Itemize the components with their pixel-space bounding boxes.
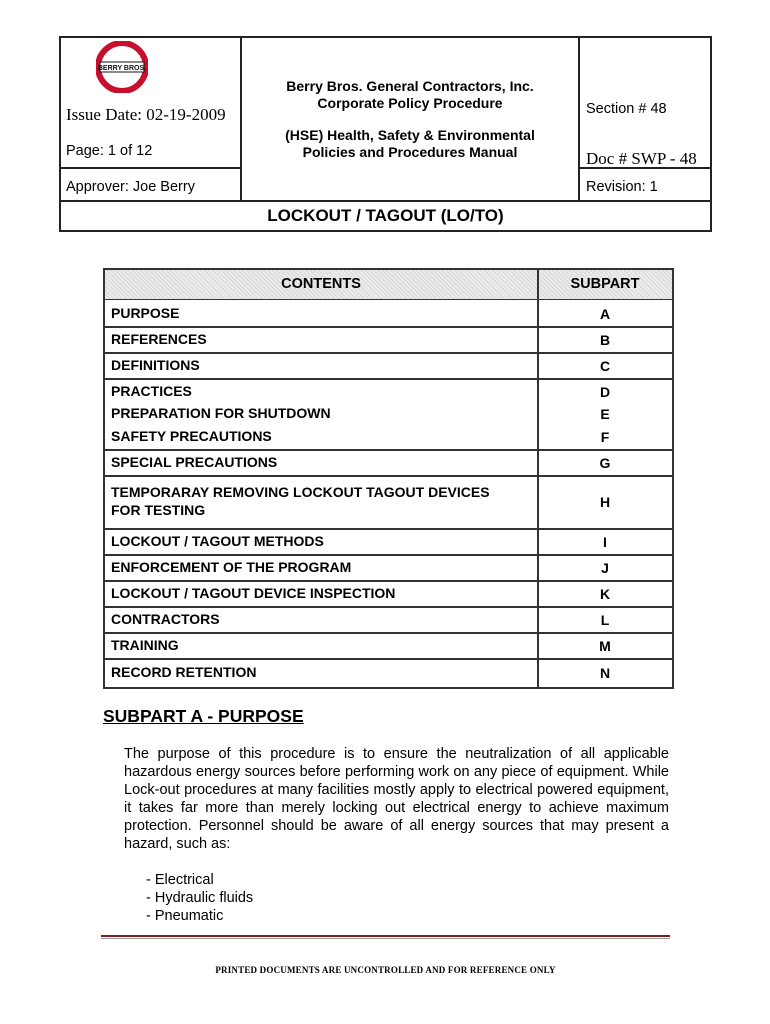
toc-row-preparation: PREPARATION FOR SHUTDOWN — [111, 405, 331, 421]
toc-subpart-c: C — [599, 358, 611, 374]
row-separator — [105, 449, 672, 451]
column-header-contents: CONTENTS — [281, 276, 361, 292]
toc-subpart-h: H — [599, 494, 611, 510]
list-item: - Pneumatic — [146, 908, 224, 924]
row-separator — [105, 580, 672, 582]
energy-source-list — [146, 871, 253, 925]
toc-subpart-i: I — [603, 534, 607, 550]
toc-row-lockout-methods: LOCKOUT / TAGOUT METHODS — [111, 533, 324, 549]
toc-row-definitions: DEFINITIONS — [111, 357, 200, 373]
toc-row-references: REFERENCES — [111, 331, 207, 347]
toc-subpart-l: L — [600, 612, 610, 628]
toc-row-temporary-removing-line1: TEMPORARAY REMOVING LOCKOUT TAGOUT DEVICES — [111, 484, 490, 500]
toc-row-contractors: CONTRACTORS — [111, 611, 220, 627]
row-separator — [105, 378, 672, 380]
header-rule-title — [59, 200, 712, 202]
toc-row-training: TRAINING — [111, 637, 179, 653]
manual-line-1: (HSE) Health, Safety & Environmental — [285, 127, 535, 143]
issue-date: Issue Date: 02-19-2009 — [66, 105, 226, 124]
toc-row-purpose: PURPOSE — [111, 305, 180, 321]
header-rule-left — [59, 167, 240, 169]
footer-rule-shadow — [101, 938, 670, 939]
toc-subpart-a: A — [599, 306, 611, 322]
toc-row-temporary-removing — [111, 483, 531, 519]
company-logo — [96, 41, 148, 93]
approver: Approver: Joe Berry — [66, 179, 195, 195]
manual-block — [242, 127, 578, 161]
purpose-paragraph: The purpose of this procedure is to ensure the neutralization of all applicable hazardous energy sources before performing work on any piece of equipment. While Lock-out procedures at many facilities mostly apply to electrical powered equipment, it takes far more than merely locking out electrical energy to achieve maximum protection. Personnel should be aware of all energy sources that may present a hazard, such as: — [124, 746, 669, 852]
header-divider-right — [578, 36, 580, 201]
logo-text: BERRY BROS. — [97, 65, 147, 72]
list-item: - Electrical — [146, 872, 214, 888]
toc-subpart-m: M — [599, 638, 611, 654]
toc-row-special-precautions: SPECIAL PRECAUTIONS — [111, 454, 278, 470]
toc-subpart-g: G — [599, 455, 611, 471]
header-divider-left — [240, 36, 242, 201]
row-separator — [105, 326, 672, 328]
toc-subpart-k: K — [599, 586, 611, 602]
toc-subpart-d: D — [599, 384, 611, 400]
toc-row-practices: PRACTICES — [111, 383, 192, 399]
policy-procedure: Corporate Policy Procedure — [317, 95, 503, 111]
column-header-subpart: SUBPART — [570, 276, 640, 292]
row-separator — [105, 606, 672, 608]
row-separator — [105, 632, 672, 634]
toc-subpart-f: F — [600, 429, 610, 445]
document-number: Doc # SWP - 48 — [586, 149, 697, 168]
company-block — [242, 78, 578, 112]
row-separator — [105, 352, 672, 354]
toc-subpart-e: E — [600, 406, 610, 422]
toc-row-safety-precautions: SAFETY PRECAUTIONS — [111, 428, 272, 444]
footer-rule — [101, 935, 670, 937]
row-separator — [105, 554, 672, 556]
manual-line-2: Policies and Procedures Manual — [302, 144, 518, 160]
section-number: Section # 48 — [586, 101, 667, 117]
toc-subpart-j: J — [601, 560, 609, 576]
company-name: Berry Bros. General Contractors, Inc. — [286, 78, 534, 94]
page-number: Page: 1 of 12 — [66, 143, 153, 159]
revision: Revision: 1 — [586, 179, 658, 195]
toc-row-device-inspection: LOCKOUT / TAGOUT DEVICE INSPECTION — [111, 585, 396, 601]
footer-notice: PRINTED DOCUMENTS ARE UNCONTROLLED AND FOR REFERENCE ONLY — [215, 965, 556, 975]
row-separator — [105, 475, 672, 477]
row-separator — [105, 658, 672, 660]
document-title: LOCKOUT / TAGOUT (LO/TO) — [267, 206, 504, 225]
toc-subpart-b: B — [599, 332, 611, 348]
toc-row-record-retention: RECORD RETENTION — [111, 664, 257, 680]
toc-row-temporary-removing-line2: FOR TESTING — [111, 502, 206, 518]
toc-row-enforcement: ENFORCEMENT OF THE PROGRAM — [111, 559, 352, 575]
list-item: - Hydraulic fluids — [146, 890, 254, 906]
row-separator — [105, 528, 672, 530]
subpart-a-heading: SUBPART A - PURPOSE — [103, 706, 304, 726]
toc-subpart-n: N — [599, 665, 611, 681]
